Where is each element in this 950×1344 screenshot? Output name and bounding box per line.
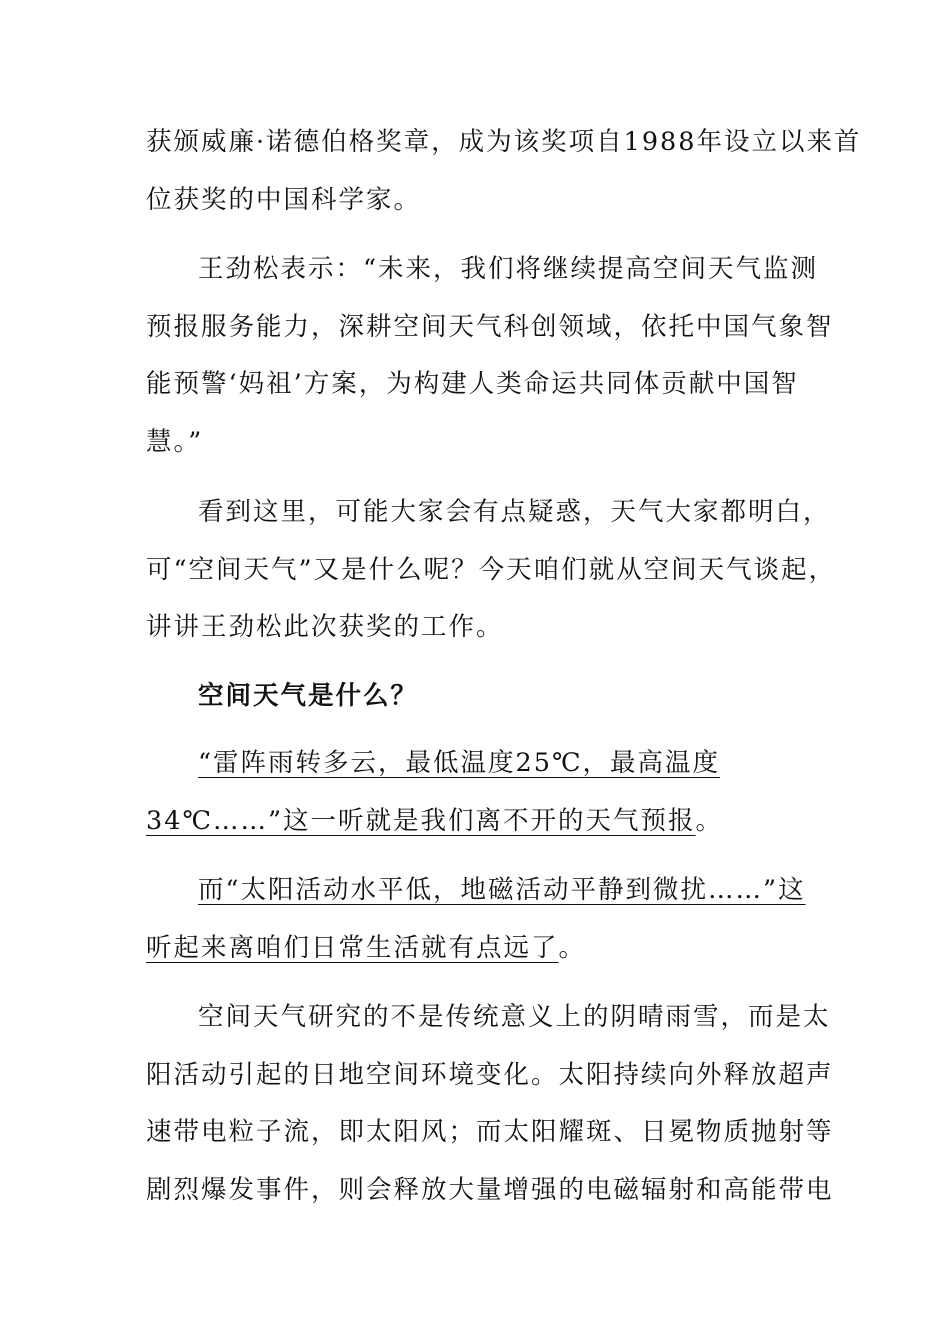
underlined-text: “雷阵雨转多云，最低温度25℃，最高温度 bbox=[198, 748, 721, 778]
text-line bbox=[146, 735, 808, 793]
paragraph-quote bbox=[146, 241, 834, 471]
text-line: 获颁威廉·诺德伯格奖章，成为该奖项自1988年设立以来首 bbox=[146, 127, 862, 157]
text-line: 讲讲王劲松此次获奖的工作。 bbox=[146, 612, 504, 642]
section-heading bbox=[146, 668, 808, 726]
text-line: 阳活动引起的日地空间环境变化。太阳持续向外释放超声 bbox=[146, 1059, 834, 1090]
text-line: 空间天气研究的不是传统意义上的阴晴雨雪，而是太 bbox=[198, 1002, 831, 1032]
text-line: 位获奖的中国科学家。 bbox=[146, 184, 422, 215]
paragraph-question bbox=[146, 484, 837, 657]
heading-text: 空间天气是什么？ bbox=[198, 681, 419, 711]
text-line: 看到这里，可能大家会有点疑惑，天气大家都明白， bbox=[198, 497, 831, 527]
text-line: 可“空间天气”又是什么呢？今天咱们就从空间天气谈起， bbox=[146, 554, 837, 585]
text-line: 速带电粒子流，即太阳风；而太阳耀斑、日冕物质抛射等 bbox=[146, 1117, 834, 1147]
text-line: 慧。” bbox=[146, 426, 204, 457]
text-line bbox=[146, 862, 808, 920]
paragraph-award bbox=[146, 114, 862, 229]
text-line: 预报服务能力，深耕空间天气科创领域，依托中国气象智 bbox=[146, 311, 834, 342]
underlined-text: 34℃……”这一听就是我们离不开的天气预报 bbox=[146, 805, 696, 836]
text-line: 王劲松表示：“未来，我们将继续提高空间天气监测 bbox=[198, 254, 819, 284]
underlined-text: 而“太阳活动水平低，地磁活动平静到微扰……”这 bbox=[198, 875, 806, 905]
paragraph-space-weather bbox=[146, 989, 834, 1219]
text-line: 能预警‘妈祖’方案，为构建人类命运共同体贡献中国智 bbox=[146, 369, 799, 399]
text-line bbox=[146, 920, 808, 978]
punctuation: 。 bbox=[695, 805, 724, 836]
text-line bbox=[146, 793, 808, 851]
punctuation: 。 bbox=[558, 932, 587, 963]
paragraph-space-forecast bbox=[146, 862, 808, 977]
underlined-text: 听起来离咱们日常生活就有点远了 bbox=[146, 932, 559, 963]
text-line: 剧烈爆发事件，则会释放大量增强的电磁辐射和高能带电 bbox=[146, 1174, 834, 1205]
paragraph-weather-forecast bbox=[146, 735, 808, 850]
